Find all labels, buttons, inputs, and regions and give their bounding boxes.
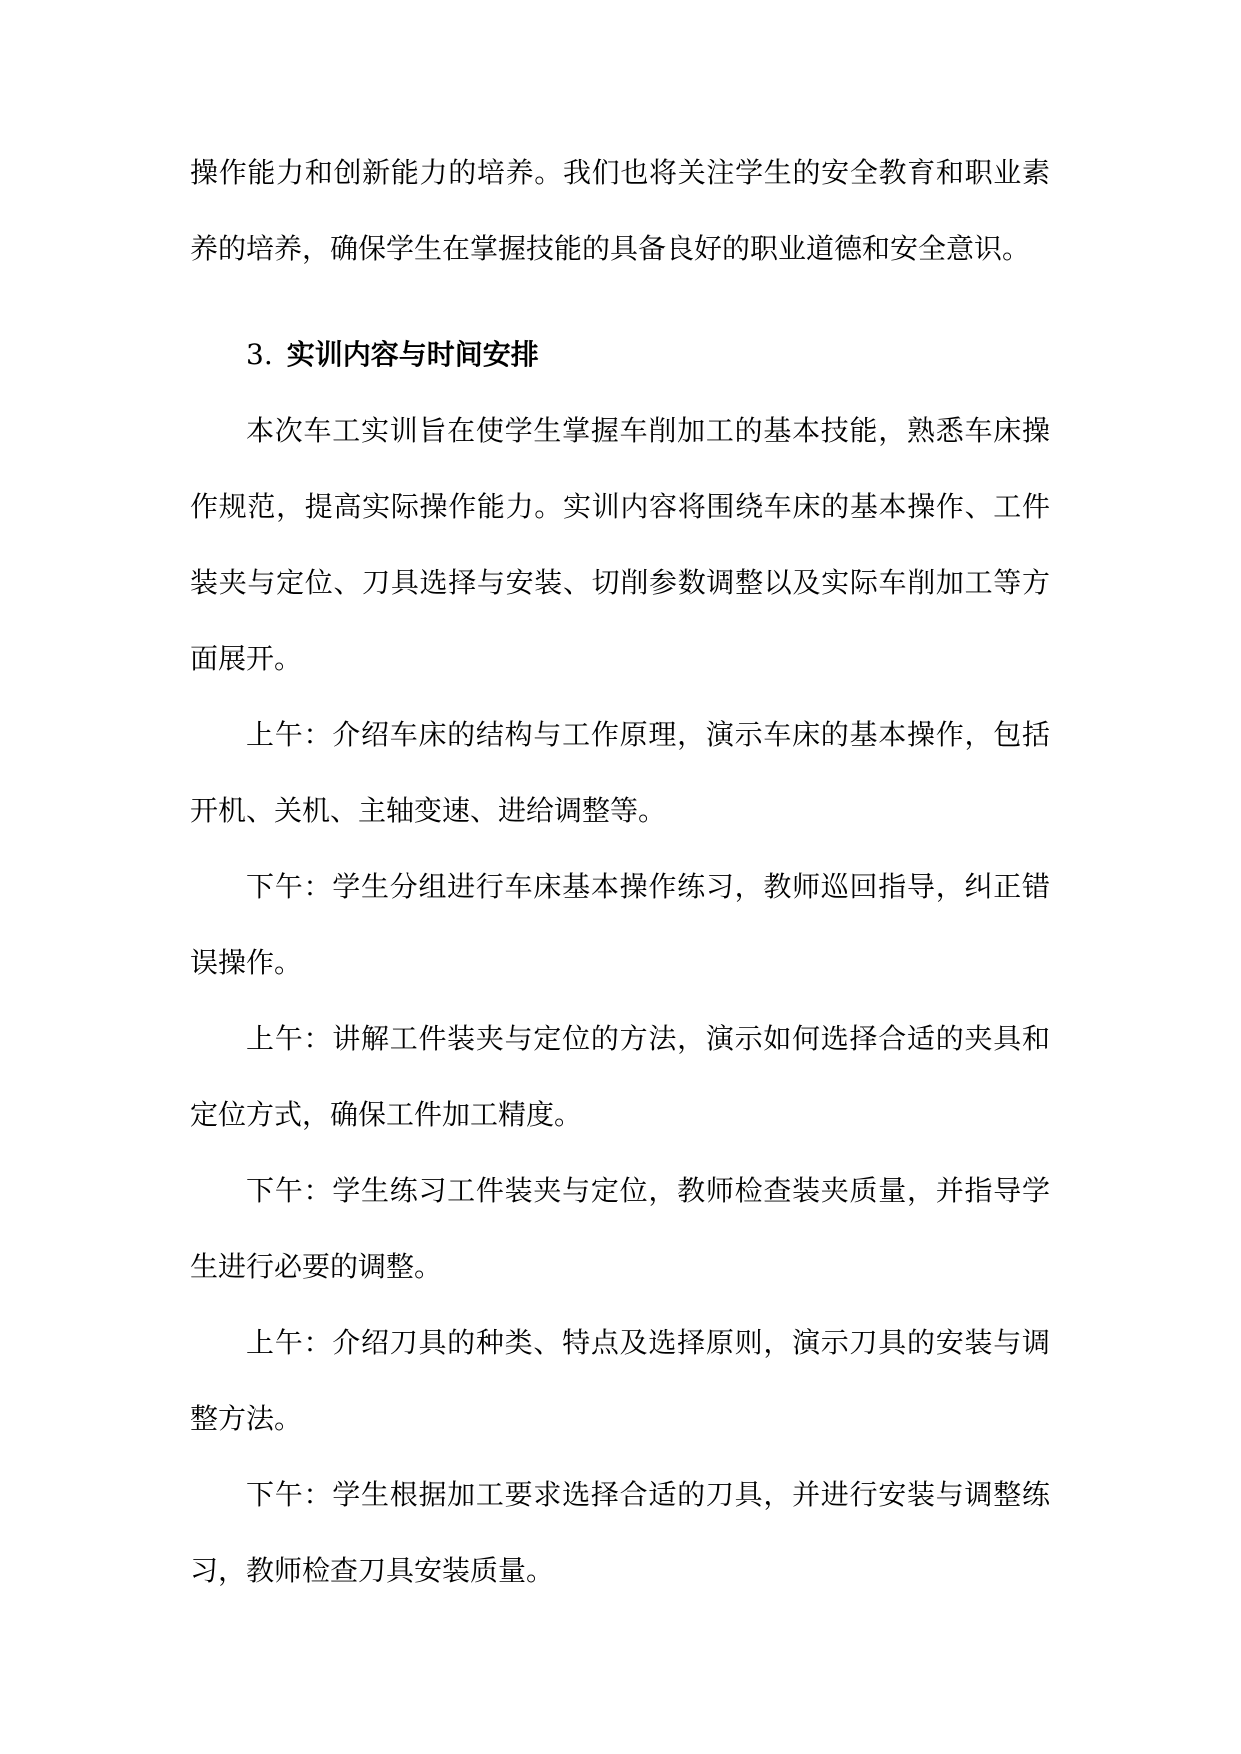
section-body (190, 393, 1050, 1609)
paragraph-schedule-item: 下午：学生分组进行车床基本操作练习，教师巡回指导，纠正错误操作。 (190, 870, 1050, 979)
section-heading (246, 325, 539, 385)
paragraph-schedule-item: 上午：讲解工件装夹与定位的方法，演示如何选择合适的夹具和定位方式，确保工件加工精度。 (190, 1022, 1050, 1131)
paragraph-text: 操作能力和创新能力的培养。我们也将关注学生的安全教育和职业素养的培养，确保学生在掌握技能的具备良好的职业道德和安全意识。 (190, 156, 1050, 265)
paragraph-continued (190, 135, 1050, 287)
paragraph-schedule-item: 下午：学生练习工件装夹与定位，教师检查装夹质量，并指导学生进行必要的调整。 (190, 1174, 1050, 1283)
section-number: 3. (246, 338, 273, 371)
section-title: 实训内容与时间安排 (286, 338, 539, 371)
paragraph-intro: 本次车工实训旨在使学生掌握车削加工的基本技能，熟悉车床操作规范，提高实际操作能力。实训内容将围绕车床的基本操作、工件装夹与定位、刀具选择与安装、切削参数调整以及实际车削加工等方面展开。 (190, 414, 1050, 675)
paragraph-schedule-item: 上午：介绍车床的结构与工作原理，演示车床的基本操作，包括开机、关机、主轴变速、进给调整等。 (190, 718, 1050, 827)
paragraph-schedule-item: 下午：学生根据加工要求选择合适的刀具，并进行安装与调整练习，教师检查刀具安装质量。 (190, 1478, 1050, 1587)
paragraph-schedule-item: 上午：介绍刀具的种类、特点及选择原则，演示刀具的安装与调整方法。 (190, 1326, 1050, 1435)
